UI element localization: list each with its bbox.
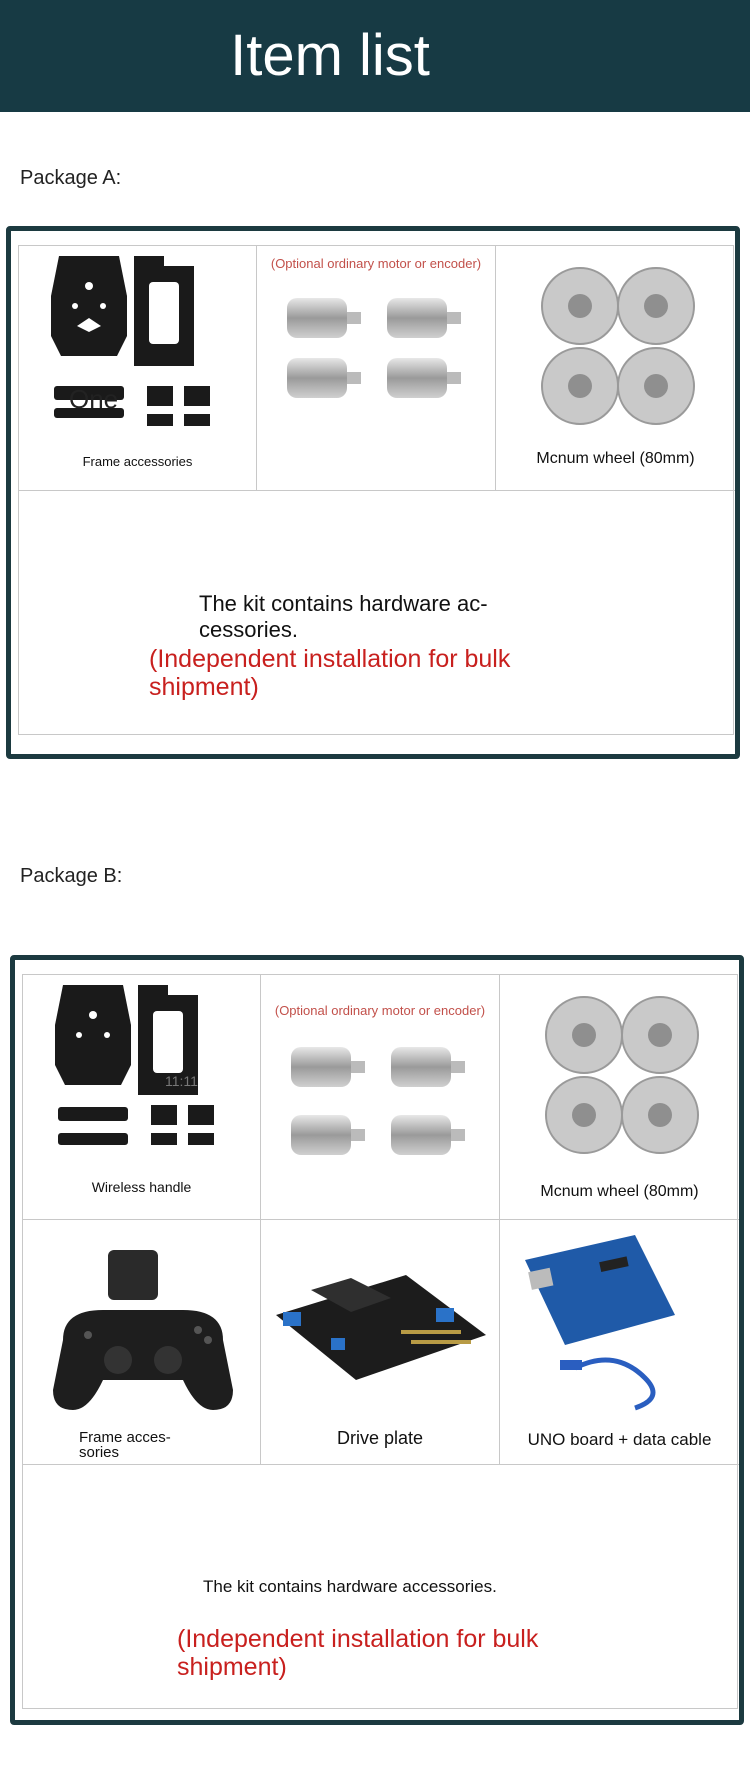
- uno-board-image: [500, 1220, 739, 1420]
- frame-caption: Frame accessories: [82, 454, 193, 469]
- package-a-grid: [18, 245, 734, 735]
- motor-note: (Optional ordinary motor or encoder): [274, 1003, 486, 1018]
- package-b-label: Package B:: [20, 865, 123, 887]
- gamepad-controller-image: [23, 1220, 261, 1420]
- install-note-text: (Independent installation for bulk shipment): [177, 1625, 539, 1681]
- frame-overlay-text: One: [69, 384, 119, 414]
- motor-note: (Optional ordinary motor or encoder): [270, 256, 482, 271]
- mecanum-wheels-image: [500, 975, 739, 1175]
- package-b-motors-cell: [261, 975, 500, 1220]
- page-title: Item list: [230, 23, 430, 88]
- wheels-caption: Mcnum wheel (80mm): [540, 1183, 699, 1200]
- package-b-controller-cell: [23, 1220, 261, 1465]
- package-b-wheels-cell: [500, 975, 739, 1220]
- package-b-uno-cell: [500, 1220, 739, 1465]
- frame-caption: Wireless handle: [91, 1179, 192, 1195]
- package-b-grid: [22, 974, 738, 1709]
- package-b-kit-cell: [23, 1465, 739, 1710]
- package-a-label: Package A:: [20, 167, 122, 189]
- package-a-kit-cell: [19, 491, 735, 736]
- package-a-box: [6, 226, 740, 759]
- gear-motors-image: [257, 276, 496, 476]
- package-a-wheels-cell: [496, 246, 735, 491]
- drive-caption: Drive plate: [336, 1428, 424, 1448]
- mecanum-wheels-image: [496, 246, 735, 446]
- uno-caption: UNO board + data cable: [527, 1430, 712, 1449]
- drive-plate-image: [261, 1220, 500, 1420]
- controller-caption: Frame acces- sories: [79, 1429, 171, 1461]
- frame-plates-image: [19, 246, 257, 446]
- page-header: [0, 0, 750, 112]
- frame-plates-image: [23, 975, 261, 1175]
- package-b-drive-cell: [261, 1220, 500, 1465]
- package-a-frame-cell: [19, 246, 257, 491]
- kit-contents-text: The kit contains hardware accessories.: [203, 1577, 497, 1596]
- wheels-caption: Mcnum wheel (80mm): [536, 450, 695, 467]
- kit-contents-text: The kit contains hardware ac- cessories.: [199, 591, 488, 642]
- gear-motors-image: [261, 1025, 500, 1220]
- package-b-frame-cell: [23, 975, 261, 1220]
- package-a-motors-cell: [257, 246, 496, 491]
- install-note-text: (Independent installation for bulk shipment): [149, 645, 511, 701]
- package-b-box: [10, 955, 744, 1725]
- frame-overlay-text: 11:11: [165, 1073, 198, 1089]
